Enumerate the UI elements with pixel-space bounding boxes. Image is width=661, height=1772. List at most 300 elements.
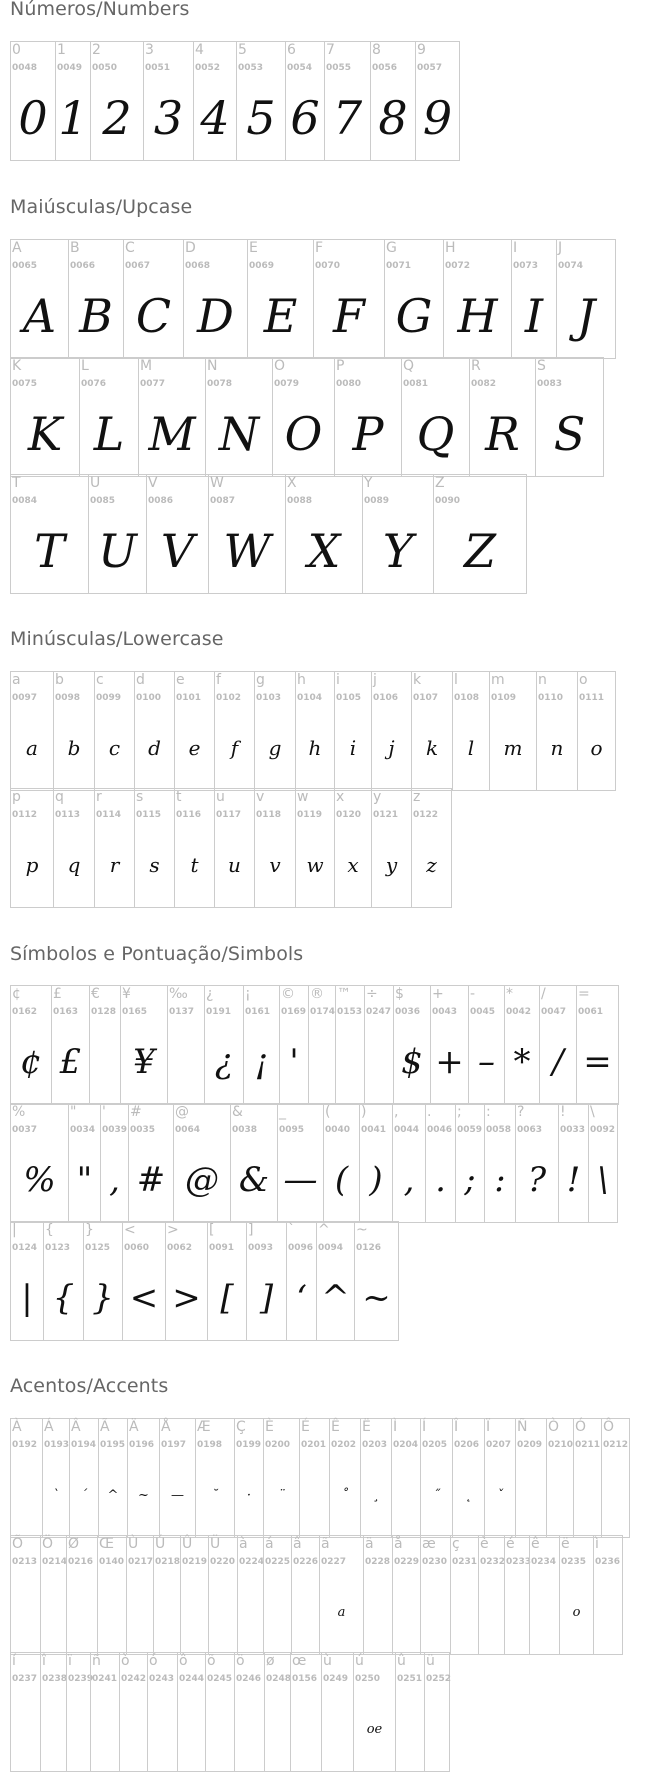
glyph-cell: [535, 358, 604, 476]
glyph-sample: g: [268, 736, 282, 760]
glyph-sample: e: [188, 736, 201, 760]
glyph-sample: ~: [362, 1278, 391, 1318]
glyph-cell: [455, 1104, 484, 1222]
glyph-cell: [546, 1419, 573, 1537]
glyph-sample: [154, 1576, 180, 1648]
glyph-cell: [484, 1104, 515, 1222]
glyph-char-label: Q: [403, 358, 415, 374]
glyph-cell: [88, 475, 146, 593]
glyph-code-label: 0193: [44, 1440, 70, 1450]
glyph-sample: o: [590, 736, 603, 760]
glyph-char-label: H: [445, 240, 456, 256]
glyph-sample: ˝: [433, 1487, 440, 1503]
glyph-char-label: ‰: [169, 986, 188, 1002]
glyph-char-label: %: [12, 1104, 26, 1120]
glyph-cell: [329, 1419, 360, 1537]
glyph-cell: [90, 42, 143, 160]
glyph-sample: ˇ: [496, 1487, 504, 1503]
glyph-cell: [10, 240, 68, 358]
glyph-sample: \: [597, 1160, 609, 1200]
glyph-cell: [51, 986, 89, 1104]
glyph-char-label: Ø: [68, 1536, 80, 1552]
glyph-cell: [90, 1653, 119, 1771]
glyph-sample: K: [27, 407, 63, 461]
glyph-code-label: 0036: [395, 1007, 421, 1017]
glyph-cell: [167, 986, 204, 1104]
glyph-char-label: .: [427, 1104, 432, 1120]
glyph-cell: [174, 789, 214, 907]
glyph-cell: [539, 986, 576, 1104]
glyph-sample: B: [79, 289, 113, 343]
glyph-code-label: 0216: [68, 1557, 94, 1567]
glyph-cell: [593, 1536, 623, 1654]
glyph-sample: ~: [138, 1487, 149, 1503]
glyph-cell: [174, 672, 214, 790]
glyph-sample: [292, 1576, 319, 1648]
glyph-char-label: f: [216, 672, 221, 688]
glyph-cell: [10, 1222, 43, 1340]
glyph-cell: [208, 1536, 237, 1654]
glyph-sample: z: [426, 853, 437, 877]
glyph-code-label: 0230: [422, 1557, 448, 1567]
glyph-char-label: 4: [195, 42, 204, 58]
glyph-char-label: Ã: [100, 1419, 110, 1435]
glyph-sample: [396, 1693, 424, 1765]
glyph-cell: [425, 1104, 455, 1222]
glyph-sample: ¿: [214, 1042, 234, 1082]
glyph-sample: ,: [403, 1160, 415, 1200]
glyph-cell: [10, 1536, 40, 1654]
glyph-code-label: 0140: [99, 1557, 125, 1567]
glyph-cell: [478, 1536, 504, 1654]
glyph-char-label: Á: [44, 1419, 54, 1435]
glyph-cell: [120, 986, 167, 1104]
glyph-code-label: 0104: [297, 693, 323, 703]
glyph-code-label: 0091: [209, 1243, 235, 1253]
glyph-sample: [: [220, 1278, 234, 1318]
glyph-sample: ,: [109, 1160, 120, 1200]
glyph-row: [10, 985, 619, 1105]
glyph-cell: [515, 1419, 546, 1537]
glyph-cell: [264, 1653, 290, 1771]
glyph-code-label: 0066: [70, 261, 96, 271]
glyph-code-label: 0095: [279, 1125, 305, 1135]
glyph-char-label: ï: [68, 1653, 72, 1669]
glyph-code-label: 0120: [336, 810, 362, 820]
glyph-cell: [205, 1653, 234, 1771]
glyph-sample: x: [347, 853, 359, 877]
glyph-code-label: 0201: [301, 1440, 327, 1450]
glyph-sample: ˚: [341, 1487, 349, 1503]
glyph-sample: 2: [102, 91, 132, 145]
glyph-char-label: h: [297, 672, 306, 688]
glyph-cell: [97, 1536, 126, 1654]
glyph-cell: [234, 1419, 263, 1537]
glyph-sample: –: [478, 1042, 495, 1082]
glyph-sample: R: [485, 407, 520, 461]
glyph-char-label: (: [325, 1104, 331, 1120]
glyph-code-label: 0088: [287, 496, 313, 506]
glyph-char-label: À: [12, 1419, 22, 1435]
glyph-char-label: a: [12, 672, 21, 688]
glyph-sample: U: [98, 524, 137, 578]
glyph-code-label: 0126: [356, 1243, 382, 1253]
glyph-cell: [469, 358, 535, 476]
glyph-char-label: q: [55, 789, 64, 805]
glyph-cell: [420, 1419, 452, 1537]
glyph-sample: ˛: [465, 1487, 472, 1503]
glyph-char-label: õ: [207, 1653, 216, 1669]
glyph-char-label: ;: [457, 1104, 462, 1120]
glyph-char-label: @: [175, 1104, 189, 1120]
glyph-char-label: >: [167, 1222, 179, 1238]
glyph-cell: [450, 1536, 478, 1654]
glyph-sample: —: [283, 1160, 318, 1200]
glyph-char-label: p: [12, 789, 21, 805]
glyph-cell: [279, 986, 308, 1104]
glyph-char-label: ': [102, 1104, 106, 1120]
glyph-sample: 7: [332, 91, 363, 145]
glyph-cell: [370, 42, 415, 160]
glyph-cell: [69, 1419, 98, 1537]
glyph-char-label: R: [471, 358, 481, 374]
glyph-char-label: W: [210, 475, 224, 491]
glyph-cell: [68, 1104, 100, 1222]
glyph-cell: [193, 42, 236, 160]
glyph-code-label: 0099: [96, 693, 122, 703]
glyph-sample: [265, 1693, 290, 1765]
glyph-char-label: ÷: [366, 986, 378, 1002]
glyph-code-label: 0212: [603, 1440, 629, 1450]
glyph-cell: [247, 240, 313, 358]
glyph-char-label: á: [265, 1536, 274, 1552]
glyph-char-label: Õ: [12, 1536, 24, 1552]
glyph-code-label: 0137: [169, 1007, 195, 1017]
glyph-code-label: 0242: [121, 1674, 147, 1684]
glyph-cell: [362, 475, 433, 593]
glyph-cell: [177, 1653, 205, 1771]
glyph-sample: a: [337, 1604, 346, 1620]
glyph-code-label: 0064: [175, 1125, 201, 1135]
glyph-code-label: 0071: [386, 261, 412, 271]
glyph-code-label: 0237: [12, 1674, 38, 1684]
glyph-code-label: 0191: [206, 1007, 232, 1017]
glyph-char-label: Ä: [129, 1419, 139, 1435]
glyph-cell: [363, 1536, 392, 1654]
glyph-char-label: 9: [417, 42, 426, 58]
glyph-code-label: 0108: [454, 693, 480, 703]
glyph-sample: [421, 1576, 450, 1648]
glyph-cell: [230, 1104, 277, 1222]
glyph-char-label: O: [274, 358, 286, 374]
glyph-sample: P: [352, 407, 384, 461]
glyph-code-label: 0048: [12, 63, 38, 73]
glyph-code-label: 0037: [12, 1125, 38, 1135]
glyph-code-label: 0203: [362, 1440, 388, 1450]
glyph-cell: [10, 789, 53, 907]
glyph-cell: [79, 358, 138, 476]
glyph-cell: [10, 672, 53, 790]
glyph-cell: [359, 1104, 392, 1222]
glyph-cell: [601, 1419, 630, 1537]
glyph-sample: $: [401, 1042, 423, 1082]
glyph-sample: i: [349, 736, 357, 760]
glyph-sample: >: [172, 1278, 201, 1318]
glyph-sample: y: [385, 853, 398, 877]
glyph-cell: [134, 672, 174, 790]
glyph-sample: h: [308, 736, 322, 760]
glyph-sample: —: [171, 1487, 184, 1503]
glyph-sample: [365, 1026, 393, 1098]
glyph-char-label: ^: [318, 1222, 330, 1238]
glyph-code-label: 0080: [336, 379, 362, 389]
glyph-sample: 8: [378, 91, 408, 145]
glyph-sample: L: [93, 407, 125, 461]
glyph-char-label: Î: [454, 1419, 459, 1435]
glyph-code-label: 0198: [197, 1440, 223, 1450]
glyph-sample: G: [395, 289, 433, 343]
glyph-cell: [237, 1536, 263, 1654]
glyph-cell: [308, 986, 335, 1104]
glyph-sample: ¸: [372, 1487, 380, 1503]
glyph-char-label: i: [336, 672, 340, 688]
glyph-code-label: 0206: [454, 1440, 480, 1450]
glyph-sample: [602, 1459, 629, 1531]
glyph-sample: [264, 1576, 291, 1648]
glyph-sample: [181, 1576, 208, 1648]
glyph-cell: [360, 1419, 391, 1537]
glyph-char-label: C: [125, 240, 135, 256]
glyph-char-label: *: [506, 986, 513, 1002]
glyph-code-label: 0219: [182, 1557, 208, 1567]
section-title-lowercase: Minúsculas/Lowercase: [10, 628, 224, 650]
glyph-sample: Y: [382, 524, 414, 578]
glyph-code-label: 0074: [558, 261, 584, 271]
glyph-code-label: 0123: [45, 1243, 71, 1253]
glyph-cell: [263, 1419, 299, 1537]
glyph-row: [10, 41, 460, 161]
glyph-char-label: Ü: [210, 1536, 221, 1552]
glyph-char-label: Ù: [128, 1536, 139, 1552]
glyph-code-label: 0211: [575, 1440, 601, 1450]
glyph-sample: 4: [200, 91, 230, 145]
glyph-cell: [443, 240, 511, 358]
glyph-code-label: 0093: [248, 1243, 274, 1253]
glyph-cell: [504, 986, 539, 1104]
glyph-cell: [430, 986, 468, 1104]
glyph-cell: [83, 1222, 122, 1340]
glyph-char-label: x: [336, 789, 345, 805]
glyph-cell: [364, 986, 393, 1104]
glyph-code-label: 0241: [92, 1674, 118, 1684]
glyph-char-label: F: [315, 240, 324, 256]
glyph-sample: [120, 1693, 147, 1765]
glyph-code-label: 0115: [136, 810, 162, 820]
glyph-char-label: ¿: [206, 986, 214, 1002]
glyph-char-label: Ñ: [517, 1419, 528, 1435]
glyph-cell: [334, 789, 371, 907]
glyph-char-label: ): [361, 1104, 367, 1120]
glyph-cell: [10, 42, 55, 160]
glyph-char-label: È: [265, 1419, 274, 1435]
glyph-cell: [234, 1653, 264, 1771]
glyph-sample: ˘: [211, 1487, 219, 1503]
glyph-char-label: v: [256, 789, 265, 805]
glyph-code-label: 0162: [12, 1007, 38, 1017]
glyph-cell: [204, 986, 243, 1104]
glyph-sample: ‘: [296, 1278, 307, 1318]
glyph-cell: [277, 1104, 323, 1222]
glyph-code-label: 0052: [195, 63, 221, 73]
glyph-cell: [285, 475, 362, 593]
glyph-cell: [335, 986, 364, 1104]
glyph-sample: &: [238, 1160, 270, 1200]
glyph-cell: [392, 1104, 425, 1222]
section-title-numbers: Números/Numbers: [10, 0, 190, 20]
glyph-sample: [235, 1693, 264, 1765]
glyph-sample: T: [34, 524, 65, 578]
glyph-code-label: 0102: [216, 693, 242, 703]
glyph-sample: M: [148, 407, 196, 461]
glyph-sample: `: [52, 1487, 60, 1503]
glyph-sample: !: [566, 1160, 581, 1200]
glyph-sample: oe: [366, 1721, 383, 1737]
glyph-sample: J: [576, 289, 596, 343]
glyph-char-label: z: [413, 789, 421, 805]
glyph-char-label: `: [288, 1222, 295, 1238]
glyph-code-label: 0231: [452, 1557, 478, 1567]
glyph-sample: r: [109, 853, 120, 877]
glyph-char-label: ê: [531, 1536, 540, 1552]
glyph-char-label: é: [506, 1536, 515, 1552]
glyph-cell: [384, 240, 443, 358]
glyph-sample: [148, 1693, 177, 1765]
glyph-sample: ;: [464, 1160, 476, 1200]
glyph-char-label: :: [486, 1104, 491, 1120]
glyph-cell: [395, 1653, 424, 1771]
glyph-code-label: 0229: [394, 1557, 420, 1567]
glyph-sample: u: [228, 853, 241, 877]
glyph-sample: [451, 1576, 478, 1648]
glyph-code-label: 0165: [122, 1007, 148, 1017]
glyph-cell: [123, 240, 183, 358]
glyph-char-label: è: [480, 1536, 489, 1552]
glyph-char-label: Å: [161, 1419, 171, 1435]
glyph-code-label: 0228: [365, 1557, 391, 1567]
glyph-code-label: 0033: [560, 1125, 586, 1135]
glyph-sample: .: [435, 1160, 446, 1200]
glyph-char-label: Æ: [197, 1419, 211, 1435]
glyph-code-label: 0082: [471, 379, 497, 389]
glyph-code-label: 0068: [185, 261, 211, 271]
glyph-char-label: 5: [238, 42, 247, 58]
glyph-cell: [468, 986, 504, 1104]
glyph-cell: [295, 672, 334, 790]
glyph-char-label: û: [397, 1653, 406, 1669]
glyph-cell: [94, 789, 134, 907]
glyph-cell: [208, 475, 285, 593]
glyph-code-label: 0087: [210, 496, 236, 506]
glyph-char-label: +: [432, 986, 444, 1002]
glyph-cell: [484, 1419, 515, 1537]
glyph-char-label: g: [256, 672, 265, 688]
glyph-code-label: 0086: [148, 496, 174, 506]
glyph-cell: [321, 1653, 353, 1771]
glyph-row: [10, 1221, 399, 1341]
glyph-row: [10, 1103, 618, 1223]
glyph-cell: [68, 240, 123, 358]
glyph-cell: [291, 1536, 319, 1654]
glyph-char-label: Ô: [603, 1419, 615, 1435]
glyph-char-label: â: [293, 1536, 302, 1552]
glyph-code-label: 0200: [265, 1440, 291, 1450]
glyph-char-label: 7: [326, 42, 335, 58]
glyph-sample: ¥: [133, 1042, 155, 1082]
glyph-char-label: ®: [310, 986, 324, 1002]
glyph-char-label: ]: [248, 1222, 254, 1238]
glyph-code-label: 0227: [321, 1557, 347, 1567]
glyph-cell: [183, 240, 247, 358]
glyph-cell: [504, 1536, 532, 1654]
glyph-cell: [316, 1222, 354, 1340]
glyph-sample: [178, 1693, 205, 1765]
glyph-code-label: 0047: [541, 1007, 567, 1017]
glyph-char-label: |: [12, 1222, 17, 1238]
glyph-cell: [415, 42, 460, 160]
glyph-cell: [10, 358, 79, 476]
glyph-sample: *: [513, 1042, 531, 1082]
glyph-code-label: 0214: [42, 1557, 68, 1567]
glyph-code-label: 0038: [232, 1125, 258, 1135]
glyph-code-label: 0238: [42, 1674, 68, 1684]
glyph-sample: [393, 1576, 420, 1648]
glyph-char-label: ©: [281, 986, 295, 1002]
glyph-char-label: e: [176, 672, 185, 688]
glyph-sample: |: [21, 1278, 33, 1318]
glyph-char-label: Â: [71, 1419, 81, 1435]
glyph-code-label: 0163: [53, 1007, 79, 1017]
glyph-code-label: 0075: [12, 379, 38, 389]
glyph-char-label: P: [336, 358, 345, 374]
glyph-code-label: 0213: [12, 1557, 38, 1567]
glyph-char-label: ?: [517, 1104, 525, 1120]
glyph-char-label: k: [413, 672, 422, 688]
glyph-sample: +: [435, 1042, 464, 1082]
glyph-char-label: K: [12, 358, 22, 374]
glyph-cell: [334, 672, 371, 790]
glyph-char-label: ò: [121, 1653, 130, 1669]
glyph-cell: [53, 672, 94, 790]
glyph-cell: [40, 1536, 66, 1654]
glyph-cell: [286, 1222, 316, 1340]
glyph-cell: [66, 1653, 94, 1771]
glyph-sample: q: [67, 853, 81, 877]
glyph-sample: [574, 1459, 601, 1531]
glyph-sample: /: [552, 1042, 564, 1082]
glyph-char-label: ñ: [92, 1653, 101, 1669]
glyph-char-label: Ó: [575, 1419, 587, 1435]
glyph-cell: [147, 1653, 177, 1771]
glyph-row: [10, 1652, 450, 1772]
glyph-cell: [146, 475, 208, 593]
glyph-sample: s: [149, 853, 160, 877]
glyph-sample: [516, 1459, 546, 1531]
glyph-code-label: 0105: [336, 693, 362, 703]
glyph-sample: [11, 1693, 40, 1765]
glyph-code-label: 0042: [506, 1007, 532, 1017]
glyph-code-label: 0249: [323, 1674, 349, 1684]
glyph-code-label: 0207: [486, 1440, 512, 1450]
